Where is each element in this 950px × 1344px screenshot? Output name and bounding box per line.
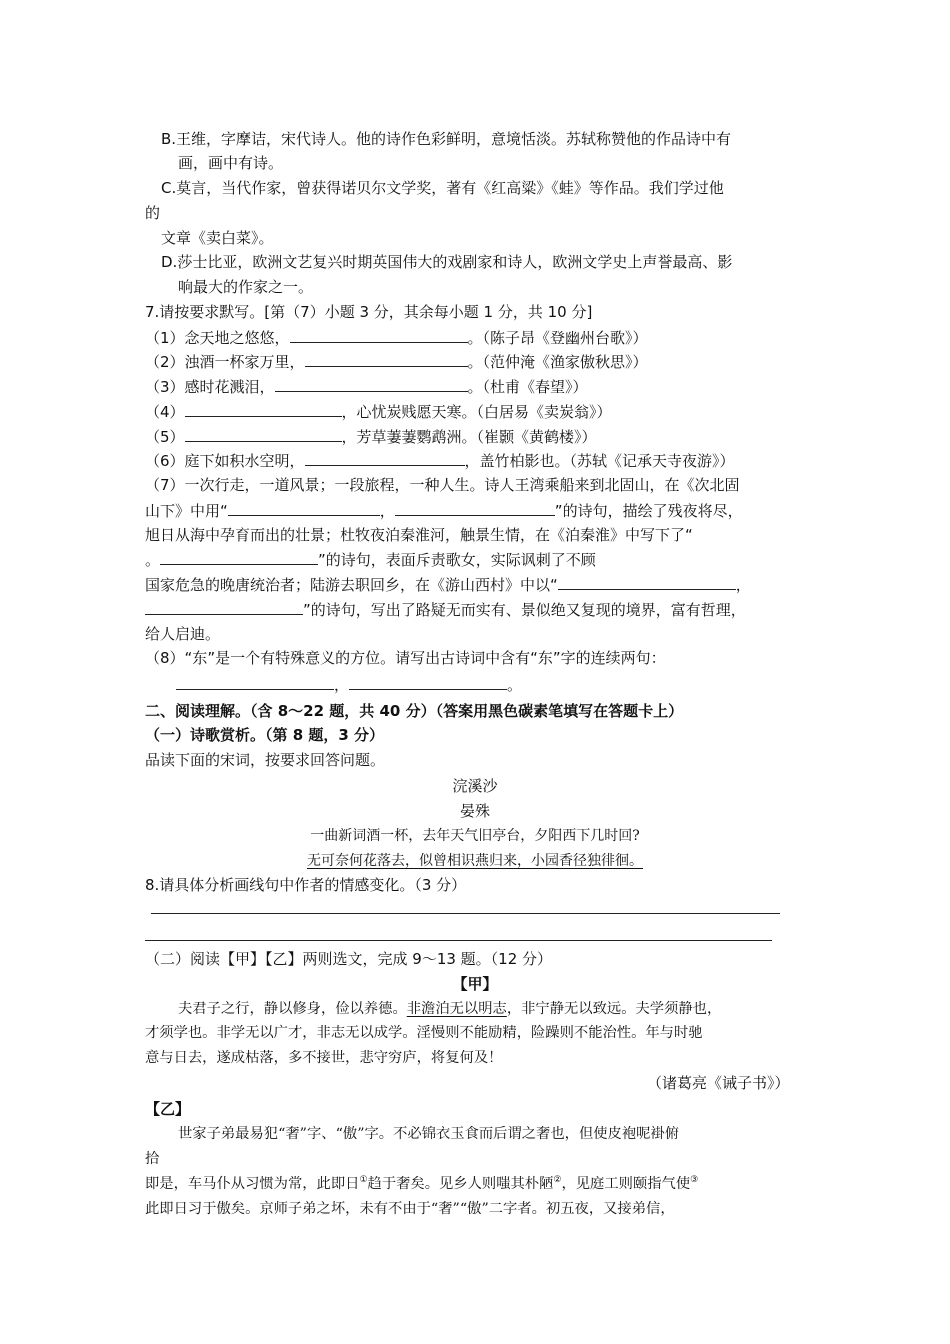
q8-answer-line1[interactable] (151, 913, 780, 914)
section2-sub1: （一）诗歌赏析。（第 8 题，3 分） (145, 726, 385, 744)
jia-line1-a: 夫君子之行，静以修身，俭以养德。 (178, 1001, 407, 1017)
yi-label: 【乙】 (145, 1100, 191, 1118)
q7-item1 (145, 326, 648, 349)
q7-item7-line1: （7）一次行走，一道风景；一段旅程，一种人生。诗人王湾乘船来到北固山，在《次北固 (145, 476, 740, 494)
q7-item6-post: ，盖竹柏影也。（苏轼《记承天寺夜游》） (464, 452, 735, 470)
q7-item7-blank1[interactable] (228, 499, 380, 516)
q7-item3-blank[interactable] (275, 375, 468, 392)
jia-line1-underlined: 非澹泊无以明志 (406, 1001, 507, 1017)
yi-line3-b: 趋于奢矣。见乡人则嗤其朴陋 (367, 1176, 554, 1192)
q7-item1-blank[interactable] (290, 326, 468, 343)
q7-item7-line4-b: ”的诗句，表面斥责歌女，实际讽刺了不顾 (318, 551, 596, 569)
yi-line2: 拾 (145, 1151, 160, 1167)
part2-title: （二）阅读【甲】【乙】两则选文，完成 9～13 题。（12 分） (145, 950, 553, 968)
q7-item8-mid: ， (334, 676, 350, 694)
q8-answer-line2[interactable] (145, 940, 772, 941)
q7-item7-line2 (145, 499, 743, 522)
q7-item2-pre: （2）浊酒一杯家万里， (145, 353, 305, 371)
q7-item6-pre: （6）庭下如积水空明， (145, 452, 305, 470)
yi-line3 (145, 1173, 698, 1195)
q7-item8-blank1[interactable] (176, 673, 334, 690)
q7-item5-pre: （5） (145, 428, 185, 446)
q7-item7-line5 (145, 573, 751, 596)
q7-item2 (145, 350, 648, 373)
q7-item8-answer (176, 673, 522, 696)
q7-item6-blank[interactable] (305, 449, 465, 466)
q7-item4-pre: （4） (145, 403, 185, 421)
q7-item3 (145, 375, 588, 398)
q7-item7-line4-a: 。 (145, 551, 161, 569)
q7-item7-line6 (145, 598, 746, 621)
poem-line1: 一曲新词酒一杯，去年天气旧亭台，夕阳西下几时回? (310, 828, 640, 844)
yi-line1: 世家子弟最易犯“奢”字、“傲”字。不必锦衣玉食而后谓之奢也，但使皮袍呢褂俯 (178, 1126, 680, 1142)
footnote-marker-2: ② (553, 1175, 562, 1186)
poem-line2 (200, 850, 750, 872)
yi-line3-c: ，见庭工则颐指气使 (561, 1176, 691, 1192)
q7-item7-line2-c: ”的诗句，描绘了残夜将尽， (554, 502, 743, 520)
option-d-line1: D.莎士比亚，欧洲文艺复兴时期英国伟大的戏剧家和诗人，欧洲文学史上声誉最高、影 (161, 253, 733, 271)
option-b-line2: 画，画中有诗。 (178, 154, 284, 172)
q7-item7-blank5[interactable] (145, 598, 303, 615)
q7-item7-line7: 给人启迪。 (145, 625, 221, 643)
q7-item2-blank[interactable] (305, 350, 468, 367)
q7-item2-post: 。（范仲淹《渔家傲秋思》） (467, 353, 648, 371)
q7-item7-line6-text: ”的诗句，写出了路疑无而实有、景似绝又复现的境界，富有哲理， (303, 601, 746, 619)
q7-item8-end: 。 (507, 676, 523, 694)
jia-line3: 意与日去，遂成枯落，多不接世，悲守穷庐，将复何及！ (145, 1050, 503, 1066)
q7-item8: （8）“东”是一个有特殊意义的方位。请写出古诗词中含有“东”字的连续两句： (145, 649, 666, 667)
q7-item5-blank[interactable] (185, 425, 342, 442)
q7-item7-line3: 旭日从海中孕育而出的壮景；杜牧夜泊秦淮河，触景生情，在《泊秦淮》中写下了“ (145, 526, 693, 544)
option-c-line1: C.莫言，当代作家，曾获得诺贝尔文学奖，著有《红高粱》《蛙》等作品。我们学过他 (161, 179, 724, 197)
q7-item5-post: ，芳草萋萋鹦鹉洲。（崔颢《黄鹤楼》） (341, 428, 597, 446)
poem-author: 晏殊 (459, 802, 490, 820)
option-b-line1: B.王维，字摩诘，宋代诗人。他的诗作色彩鲜明，意境恬淡。苏轼称赞他的作品诗中有 (161, 130, 732, 148)
q7-item7-blank2[interactable] (395, 499, 555, 516)
q7-item7-line2-a: 山下》中用“ (145, 502, 228, 520)
q7-item4-blank[interactable] (185, 400, 342, 417)
q7-item3-post: 。（杜甫《春望》） (467, 378, 588, 396)
section2-title: 二、阅读理解。（含 8～22 题，共 40 分）（答案用黑色碳素笔填写在答题卡上） (145, 702, 684, 720)
jia-line1-c: ，非宁静无以致远。夫学须静也， (506, 1001, 722, 1017)
poem-line2-underlined: 无可奈何花落去，似曾相识燕归来，小园香径独徘徊。 (307, 853, 643, 869)
q7-item7-line2-b: ， (379, 502, 395, 520)
q7-item1-pre: （1）念天地之悠悠， (145, 329, 290, 347)
q7-item7-line5-b: ， (735, 576, 751, 594)
q7-item7-blank4[interactable] (558, 573, 736, 590)
q7-item6 (145, 449, 735, 472)
q7-item3-pre: （3）感时花溅泪， (145, 378, 275, 396)
q7-item1-post: 。（陈子昂《登幽州台歌》） (467, 329, 648, 347)
q7-item4 (145, 400, 612, 423)
q8-prompt: 8.请具体分析画线句中作者的情感变化。（3 分） (145, 876, 467, 894)
yi-line4: 此即日习于傲矣。京师子弟之坏，未有不由于“奢”“傲”二字者。初五夜，又接弟信， (145, 1201, 675, 1217)
q7-item7-line4 (145, 548, 596, 571)
q7-item7-line5-a: 国家危急的晚唐统治者；陆游去职回乡，在《游山西村》中以“ (145, 576, 558, 594)
option-c-line2: 的 (145, 204, 161, 222)
q7-item8-blank2[interactable] (349, 673, 507, 690)
q7-item5 (145, 425, 597, 448)
jia-line1 (178, 998, 721, 1020)
footnote-marker-1: ① (359, 1175, 368, 1186)
poem-title: 浣溪沙 (452, 777, 498, 795)
option-c-line3: 文章《卖白菜》。 (161, 229, 274, 247)
option-d-line2: 响最大的作家之一。 (178, 278, 314, 296)
jia-source: （诸葛亮《诫子书》） (647, 1074, 790, 1092)
yi-line3-a: 即是，车马仆从习惯为常，此即日 (145, 1176, 360, 1192)
footnote-marker-3: ③ (690, 1175, 699, 1186)
jia-label: 【甲】 (452, 975, 498, 993)
q7-item7-blank3[interactable] (160, 548, 318, 565)
q7-item4-post: ，心忧炭贱愿天寒。（白居易《卖炭翁》） (341, 403, 612, 421)
section2-intro: 品读下面的宋词，按要求回答问题。 (145, 751, 386, 769)
q7-title: 7.请按要求默写。[第（7）小题 3 分，其余每小题 1 分，共 10 分] (145, 303, 593, 321)
jia-line2: 才须学也。非学无以广才，非志无以成学。淫慢则不能励精，险躁则不能治性。年与时驰 (145, 1025, 703, 1041)
